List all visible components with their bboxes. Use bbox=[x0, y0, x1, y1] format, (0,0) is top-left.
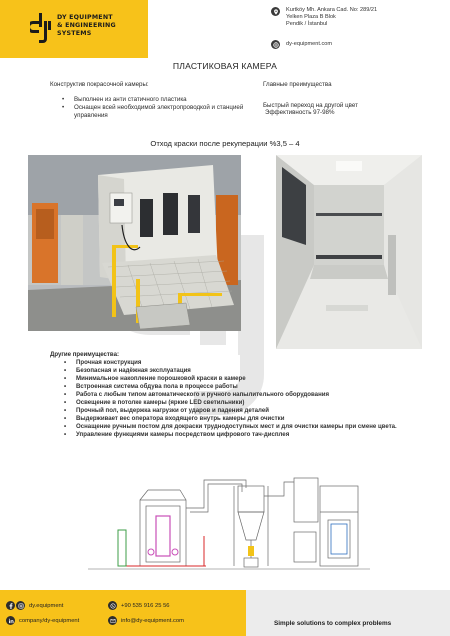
list-item: • Работа с любым типом автоматического и ручного напылительного оборудования bbox=[50, 391, 420, 399]
address-line-2: Yelken Plaza B Blok bbox=[286, 14, 336, 20]
logo-line-2: & ENGINEERING bbox=[57, 22, 116, 30]
advantage-item: Быстрый переход на другой цвет bbox=[263, 101, 358, 109]
phone-number[interactable]: +90 535 916 25 56 bbox=[121, 602, 170, 609]
whatsapp-icon bbox=[108, 601, 117, 610]
construction-list bbox=[50, 96, 250, 120]
logo-text bbox=[57, 14, 116, 39]
booth-photo bbox=[28, 155, 241, 331]
list-item: • Минимальное накопление порошковой краски в камере bbox=[50, 375, 420, 383]
instagram-icon bbox=[16, 601, 25, 610]
list-item: • Управление функциями камеры посредством цифрового тач-дисплея bbox=[50, 431, 420, 439]
linkedin-icon bbox=[6, 616, 15, 625]
advantages-heading: Главные преимущества bbox=[263, 81, 332, 88]
other-advantages-list bbox=[50, 359, 420, 439]
booth-interior-photo bbox=[276, 155, 422, 349]
list-item: • Безопасная и надёжная эксплуатация bbox=[50, 367, 420, 375]
address-line-3: Pendik / İstanbul bbox=[286, 21, 328, 27]
booth-technical-drawing bbox=[88, 466, 370, 578]
booth-photo-image bbox=[28, 155, 241, 331]
page-title: ПЛАСТИКОВАЯ КАМЕРА bbox=[172, 61, 278, 71]
footer-contacts bbox=[0, 590, 246, 636]
footer bbox=[0, 590, 450, 636]
phone-link[interactable] bbox=[108, 601, 170, 610]
facebook-handle[interactable]: dy.equipment bbox=[29, 602, 64, 609]
facebook-icon bbox=[6, 601, 15, 610]
list-item: • Встроенная система обдува пола в процессе работы bbox=[50, 383, 420, 391]
website-row[interactable] bbox=[271, 40, 332, 49]
logo-area bbox=[0, 0, 148, 58]
list-item: • Прочная конструкция bbox=[50, 359, 420, 367]
map-pin-icon bbox=[271, 7, 280, 16]
footer-slogan-area bbox=[246, 590, 450, 636]
paint-waste-line: Отход краски после рекуперации %3,5 – 4 bbox=[150, 139, 300, 148]
linkedin-link[interactable] bbox=[6, 616, 79, 625]
address-line-1: Kurtköy Mh. Ankara Cad. No: 289/21 bbox=[286, 7, 378, 13]
email-address[interactable]: info@dy-equipment.com bbox=[121, 617, 184, 624]
dy-logo-icon bbox=[30, 13, 52, 45]
slogan: Simple solutions to complex problems bbox=[274, 620, 392, 627]
header bbox=[0, 0, 450, 58]
main-advantages-section bbox=[263, 81, 433, 117]
list-item: • Выдерживает вес оператора входящего внутрь камеры для очистки bbox=[50, 415, 420, 423]
construction-section bbox=[50, 81, 250, 120]
list-item: • Освещение в потолке камеры (яркие LED светильники) bbox=[50, 399, 420, 407]
list-item: • Выполнен из анти статичного пластика bbox=[50, 96, 250, 104]
list-item: • Прочный пол, выдержка нагрузки от ударов и падения деталей bbox=[50, 407, 420, 415]
email-icon bbox=[108, 616, 117, 625]
list-item: • Оснащен всей необходимой электропроводкой и станцией управления bbox=[50, 104, 250, 119]
globe-icon bbox=[271, 40, 280, 49]
website-link[interactable]: dy-equipment.com bbox=[286, 41, 333, 47]
logo-line-1: DY EQUIPMENT bbox=[57, 14, 113, 21]
list-item: • Оснащение ручным постом для докраски труднодоступных мест и для очистки камеры при смене цвета. bbox=[50, 423, 420, 431]
address-row bbox=[271, 7, 377, 28]
email-link[interactable] bbox=[108, 616, 184, 625]
logo-line-3: SYSTEMS bbox=[57, 30, 92, 38]
other-advantages-heading: Другие преимущества: bbox=[50, 351, 120, 358]
advantage-item: Эффективность 97-98% bbox=[265, 109, 335, 117]
booth-interior-image bbox=[276, 155, 422, 349]
other-advantages-section bbox=[50, 351, 420, 440]
linkedin-handle[interactable]: company/dy-equipment bbox=[19, 617, 80, 624]
construction-heading: Конструктив покрасочной камеры: bbox=[50, 81, 149, 88]
facebook-link[interactable] bbox=[6, 601, 63, 610]
address-text bbox=[286, 7, 377, 28]
